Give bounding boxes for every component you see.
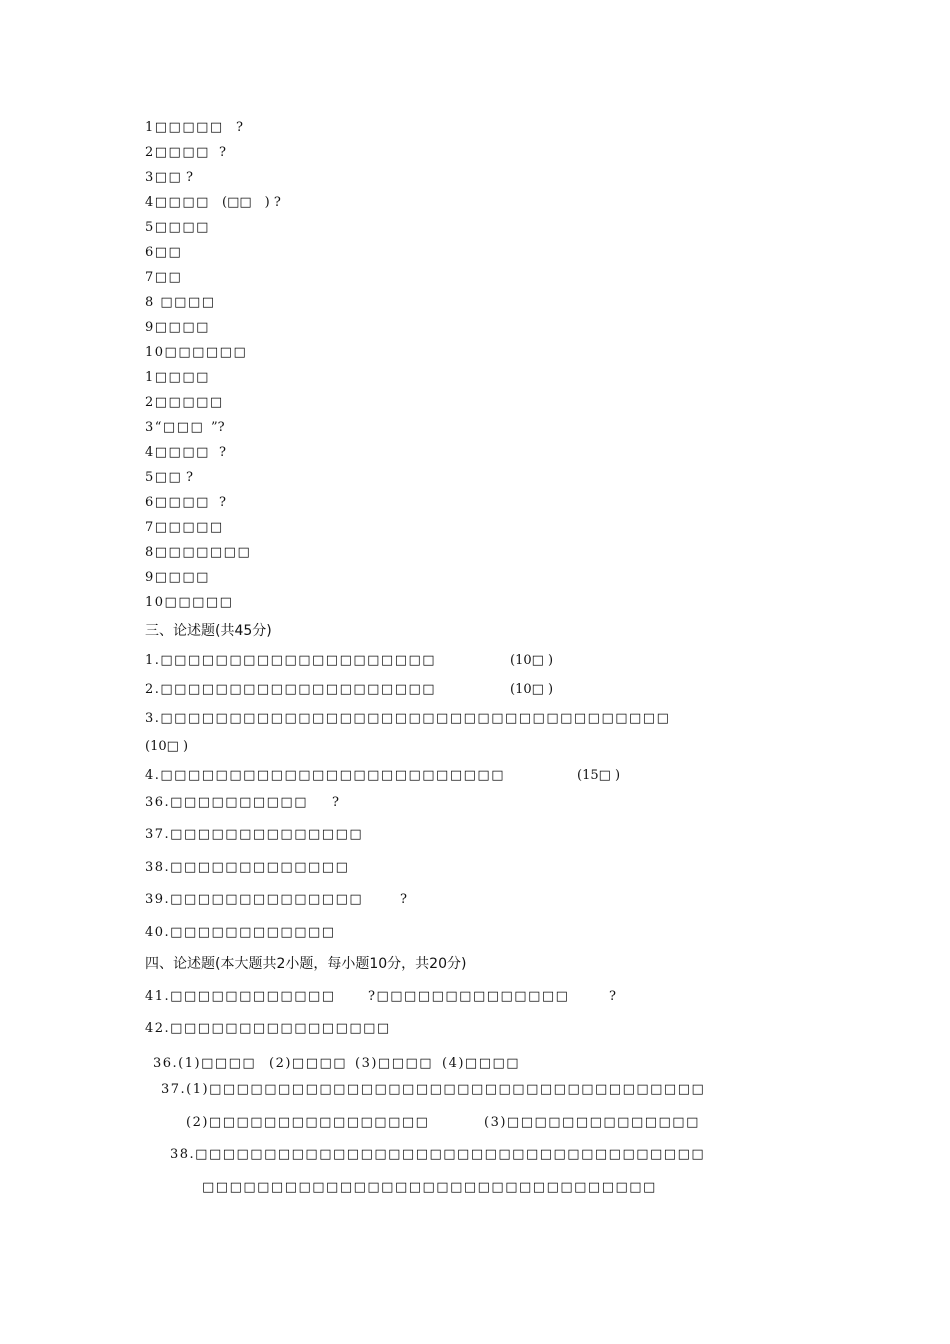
- answer-37-line2b: (3)□□□□□□□□□□□□□□: [484, 1115, 700, 1130]
- answer-36-part4: (4)□□□□: [442, 1056, 521, 1071]
- question-38: 38.□□□□□□□□□□□□□: [145, 860, 350, 875]
- answer-37-line1: 37.(1)□□□□□□□□□□□□□□□□□□□□□□□□□□□□□□□□□□□□: [161, 1082, 706, 1097]
- list-a-item-3: 3□□: [145, 170, 183, 185]
- answer-36-part1: 36.(1)□□□□: [153, 1056, 257, 1071]
- question-41-part2: ?□□□□□□□□□□□□□□: [368, 989, 570, 1004]
- list-a-item-5: 5□□□□: [145, 220, 210, 235]
- question-40: 40.□□□□□□□□□□□□: [145, 925, 336, 940]
- list-a-item-1-mark: ?: [236, 120, 243, 135]
- list-a-item-6: 6□□: [145, 245, 183, 260]
- list-a-item-4-mark: (□□ ) ?: [222, 195, 281, 210]
- list-b-item-3-mark: ”?: [211, 420, 225, 435]
- list-b-item-5-mark: ?: [186, 470, 193, 485]
- question-39: 39.□□□□□□□□□□□□□□: [145, 892, 364, 907]
- list-b-item-10: 10□□□□□: [145, 595, 234, 610]
- section-3-q3: 3.□□□□□□□□□□□□□□□□□□□□□□□□□□□□□□□□□□□□□: [145, 711, 671, 726]
- section-3-q2-score: (10□ ): [510, 682, 554, 697]
- question-41-part1: 41.□□□□□□□□□□□□: [145, 989, 336, 1004]
- section-3-q4-score: (15□ ): [577, 768, 621, 783]
- list-a-item-10: 10□□□□□□: [145, 345, 248, 360]
- section-3-heading: 三、论述题(共45分): [145, 623, 272, 639]
- section-4-heading: 四、论述题(本大题共2小题，每小题10分，共20分): [145, 956, 467, 972]
- list-b-item-4: 4□□□□: [145, 445, 210, 460]
- list-b-item-8: 8□□□□□□□: [145, 545, 252, 560]
- answer-38-line2: □□□□□□□□□□□□□□□□□□□□□□□□□□□□□□□□□: [202, 1180, 657, 1195]
- list-b-item-7: 7□□□□□: [145, 520, 224, 535]
- list-a-item-9: 9□□□□: [145, 320, 210, 335]
- answer-38-line1: 38.□□□□□□□□□□□□□□□□□□□□□□□□□□□□□□□□□□□□□: [170, 1147, 706, 1162]
- answer-37-line2a: (2)□□□□□□□□□□□□□□□□: [186, 1115, 430, 1130]
- list-b-item-6: 6□□□□: [145, 495, 210, 510]
- list-a-item-8: 8 □□□□: [145, 295, 216, 310]
- list-b-item-5: 5□□: [145, 470, 183, 485]
- list-a-item-4: 4□□□□: [145, 195, 210, 210]
- question-37: 37.□□□□□□□□□□□□□□: [145, 827, 364, 842]
- list-a-item-2: 2□□□□: [145, 145, 210, 160]
- question-36-mark: ?: [332, 795, 339, 810]
- list-a-item-1: 1□□□□□: [145, 120, 224, 135]
- section-3-q1: 1.□□□□□□□□□□□□□□□□□□□□: [145, 653, 437, 668]
- section-3-q4: 4.□□□□□□□□□□□□□□□□□□□□□□□□□: [145, 768, 505, 783]
- section-3-q2: 2.□□□□□□□□□□□□□□□□□□□□: [145, 682, 437, 697]
- list-a-item-2-mark: ?: [219, 145, 226, 160]
- list-b-item-2: 2□□□□□: [145, 395, 224, 410]
- question-41-mark: ?: [609, 989, 616, 1004]
- question-36: 36.□□□□□□□□□□: [145, 795, 309, 810]
- list-a-item-3-mark: ?: [186, 170, 193, 185]
- list-a-item-7: 7□□: [145, 270, 183, 285]
- question-39-mark: ?: [400, 892, 407, 907]
- answer-36-part3: (3)□□□□: [355, 1056, 434, 1071]
- list-b-item-4-mark: ?: [219, 445, 226, 460]
- list-b-item-3: 3“□□□: [145, 420, 205, 435]
- list-b-item-6-mark: ?: [219, 495, 226, 510]
- list-b-item-9: 9□□□□: [145, 570, 210, 585]
- list-b-item-1: 1□□□□: [145, 370, 210, 385]
- section-3-q1-score: (10□ ): [510, 653, 554, 668]
- answer-36-part2: (2)□□□□: [269, 1056, 348, 1071]
- section-3-q3-score: (10□ ): [145, 739, 189, 754]
- question-42: 42.□□□□□□□□□□□□□□□□: [145, 1021, 391, 1036]
